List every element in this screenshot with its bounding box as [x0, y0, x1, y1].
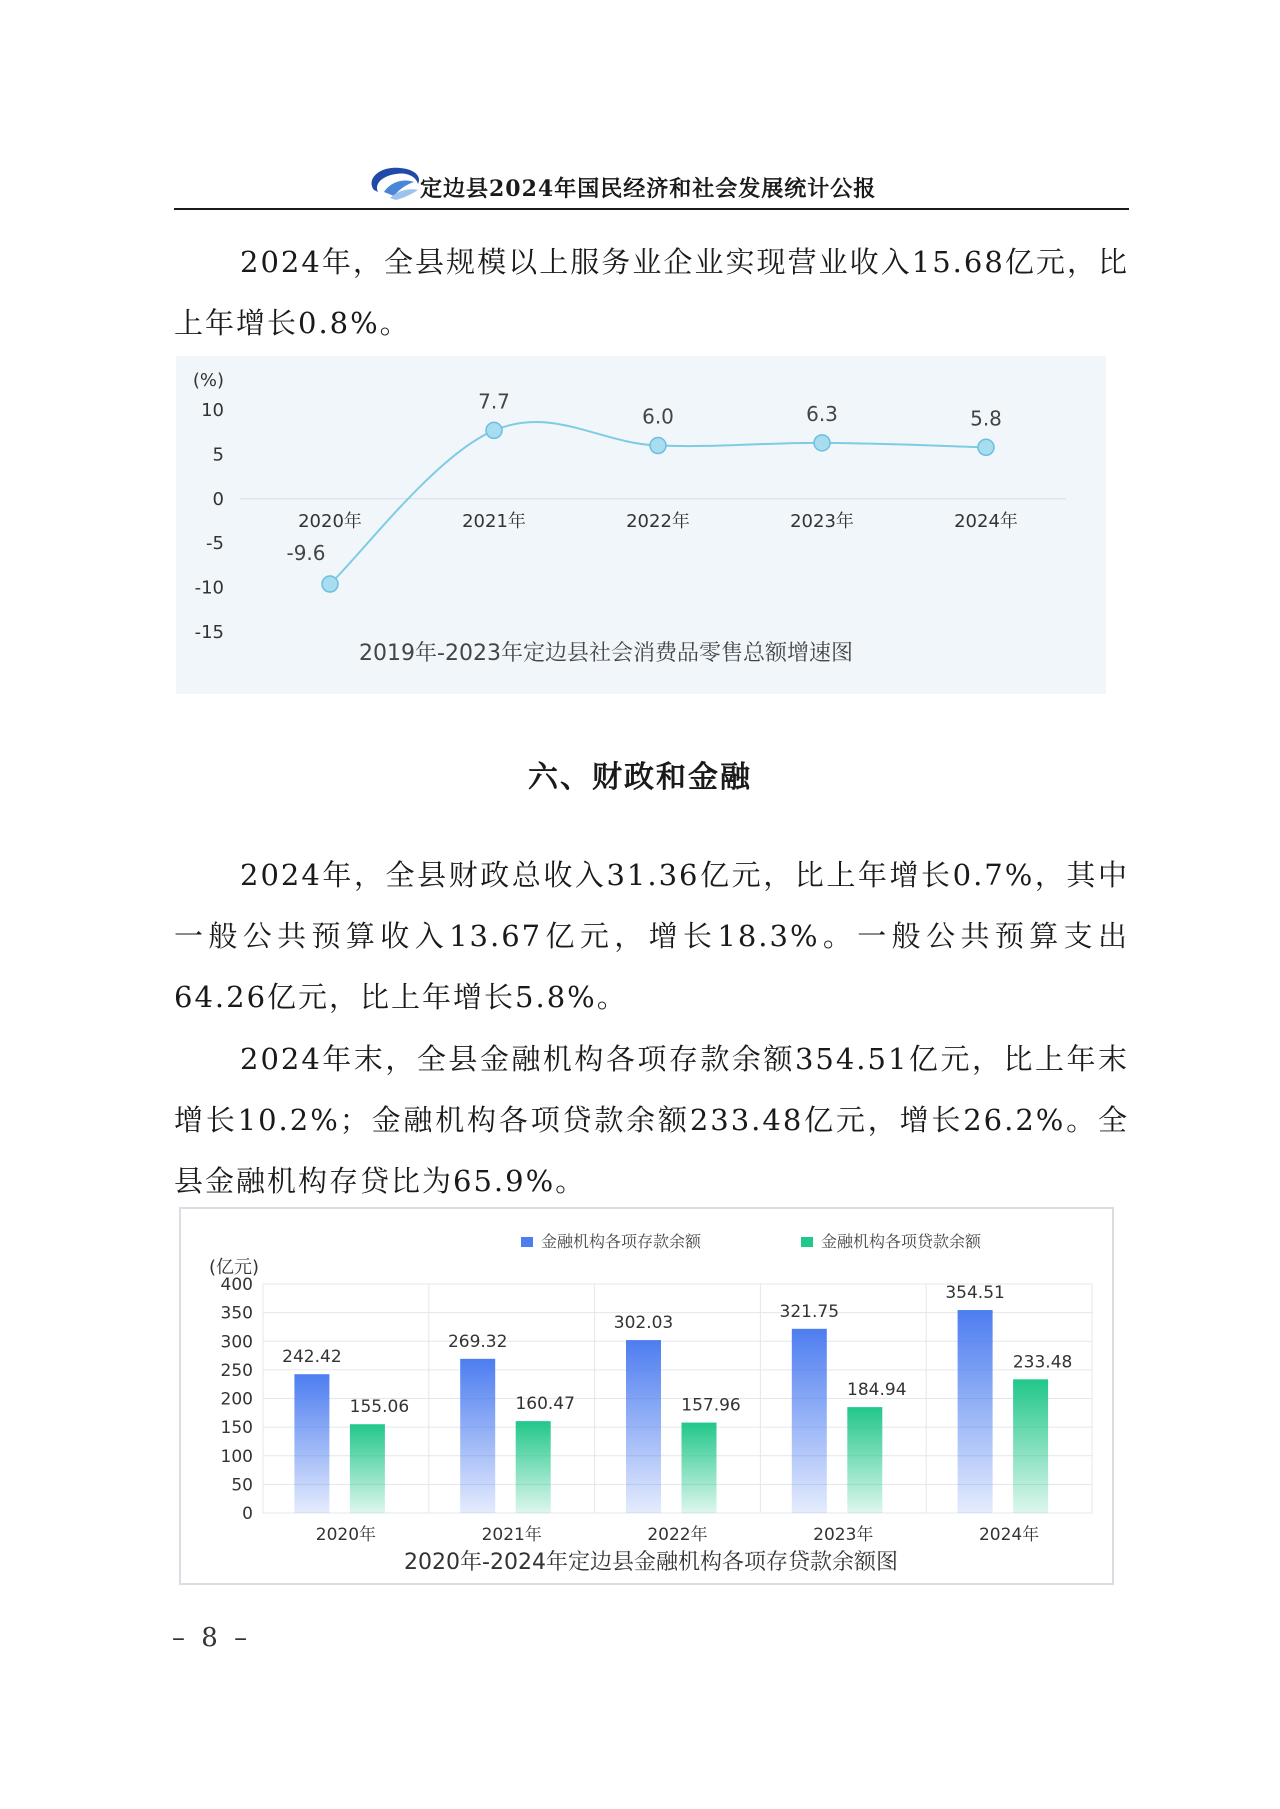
y-tick-label: -5	[206, 533, 224, 555]
bar	[626, 1340, 661, 1513]
data-point	[814, 435, 830, 451]
header-rule	[174, 208, 1129, 210]
paragraph-text: 2024年，全县规模以上服务业企业实现营业收入15.68亿元，比上年增长0.8%。	[174, 245, 1129, 340]
data-label: 242.42	[282, 1347, 342, 1368]
bar	[792, 1329, 827, 1513]
data-label: 7.7	[478, 389, 510, 414]
x-tick-label: 2021年	[462, 510, 526, 532]
legend-swatch	[801, 1237, 813, 1247]
paragraph-text: 2024年末，全县金融机构各项存款余额354.51亿元，比上年末增长10.2%；金融机构各项贷款余额233.48亿元，增长26.2%。全县金融机构存贷比为65.9%。	[174, 1042, 1129, 1198]
bar	[682, 1423, 717, 1513]
x-tick-label: 2024年	[954, 510, 1018, 532]
bar-chart-svg	[181, 1209, 1112, 1583]
data-label: 6.3	[806, 401, 838, 426]
bar	[516, 1421, 551, 1513]
y-tick-label: 400	[220, 1275, 253, 1295]
legend-label: 金融机构各项贷款余额	[821, 1232, 982, 1251]
data-label: 354.51	[945, 1283, 1005, 1304]
data-label: 269.32	[447, 1331, 508, 1352]
paragraph-services	[174, 232, 1129, 354]
y-tick-label: 350	[220, 1303, 253, 1324]
bar	[958, 1310, 993, 1513]
page-header	[174, 160, 1129, 210]
y-tick-label: 0	[212, 488, 224, 510]
y-tick-label: 5	[212, 444, 224, 466]
x-tick-label: 2023年	[790, 510, 854, 532]
data-label: 5.8	[970, 406, 1002, 431]
data-point	[978, 439, 994, 455]
y-tick-label: -10	[194, 577, 224, 599]
header-title: 定边县2024年国民经济和社会发展统计公报	[420, 176, 877, 202]
data-point	[322, 576, 338, 592]
x-tick-label: 2021年	[481, 1525, 542, 1545]
y-axis-unit: (亿元)	[209, 1257, 260, 1278]
y-tick-label: 200	[220, 1389, 253, 1410]
page-number: – 8 –	[172, 1623, 252, 1653]
y-tick-label: 300	[220, 1332, 253, 1353]
x-tick-label: 2024年	[978, 1525, 1040, 1545]
bar	[1013, 1379, 1048, 1513]
chart-title: 2019年-2023年定边县社会消费品零售总额增速图	[359, 641, 853, 666]
data-label: 184.94	[847, 1380, 907, 1401]
paragraph-text: 2024年，全县财政总收入31.36亿元，比上年增长0.7%，其中一般公共预算收入13.67亿元，增长18.3%。一般公共预算支出64.26亿元，比上年增长5.8%。	[174, 858, 1129, 1014]
y-tick-label: 50	[231, 1475, 253, 1496]
paragraph-finance	[174, 845, 1129, 1028]
chart-title: 2020年-2024年定边县金融机构各项存贷款余额图	[404, 1550, 898, 1575]
bar	[847, 1407, 882, 1513]
legend-swatch	[521, 1237, 533, 1247]
data-label: 157.96	[681, 1395, 741, 1416]
section-heading: 六、财政和金融	[528, 760, 752, 795]
y-tick-label: 0	[242, 1504, 253, 1524]
retail-growth-chart	[176, 356, 1106, 694]
data-label: 6.0	[642, 404, 674, 429]
bureau-logo-icon	[364, 162, 426, 202]
x-tick-label: 2023年	[813, 1525, 874, 1545]
data-label: 233.48	[1012, 1352, 1073, 1373]
bar	[294, 1374, 329, 1513]
y-tick-label: 100	[220, 1446, 253, 1467]
data-point	[650, 438, 666, 454]
x-tick-label: 2022年	[647, 1525, 708, 1545]
bar	[350, 1424, 385, 1513]
data-label: 321.75	[779, 1301, 840, 1322]
x-tick-label: 2022年	[626, 510, 690, 532]
data-point	[486, 422, 502, 438]
data-label: 155.06	[349, 1397, 410, 1418]
x-tick-label: 2020年	[315, 1525, 377, 1545]
data-label: 302.03	[613, 1313, 674, 1334]
data-label: 160.47	[515, 1394, 575, 1415]
line-chart-svg	[176, 356, 1106, 694]
y-tick-label: 10	[201, 400, 224, 421]
legend-label: 金融机构各项存款余额	[541, 1232, 702, 1251]
deposit-loan-chart	[179, 1207, 1114, 1585]
data-label: -9.6	[286, 541, 326, 566]
bar	[460, 1359, 495, 1513]
y-tick-label: 150	[220, 1418, 253, 1439]
x-tick-label: 2020年	[298, 510, 362, 532]
y-axis-unit: (%)	[192, 370, 224, 391]
y-tick-label: 250	[220, 1360, 253, 1381]
paragraph-banking	[174, 1029, 1129, 1212]
y-tick-label: -15	[194, 622, 224, 643]
